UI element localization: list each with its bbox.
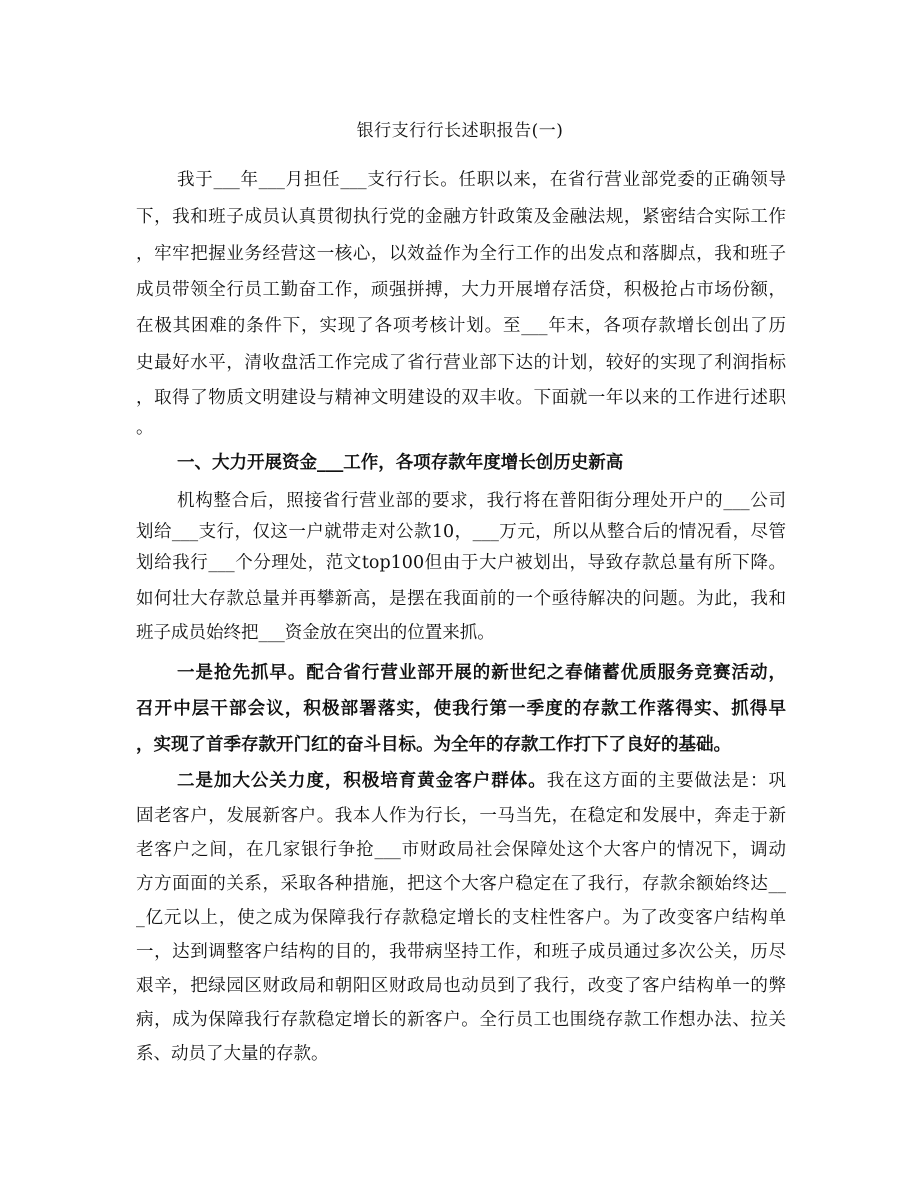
paragraph-4-line-5: _亿元以上，使之成为保障我行存款稳定增长的支柱性客户。为了改变客户结构单 (136, 908, 786, 928)
paragraph-2-line-5: 班子成员始终把___资金放在突出的位置来抓。 (136, 623, 495, 643)
paragraph-1-line-7: ，取得了物质文明建设与精神文明建设的双丰收。下面就一年以来的工作进行述职 (136, 388, 786, 408)
section-heading-1: 一、大力开展资金___工作，各项存款年度增长创历史新高 (177, 453, 624, 473)
paragraph-3-line-2: 召开中层干部会议，积极部署落实，使我行第一季度的存款工作落得实、抓得早 (136, 699, 786, 719)
paragraph-1-line-6: 史最好水平，清收盘活工作完成了省行营业部下达的计划，较好的实现了利润指标 (136, 353, 786, 373)
paragraph-3-line-3: ，实现了首季存款开门红的奋斗目标。为全年的存款工作打下了良好的基础。 (136, 735, 731, 755)
paragraph-1-line-8: 。 (136, 418, 154, 438)
paragraph-2-line-3: 划给我行___个分理处，范文top100但由于大户被划出，导致存款总量有所下降。 (136, 553, 786, 573)
paragraph-4-line-1 (177, 767, 786, 795)
paragraph-4-line-1-rest: 我在这方面的主要做法是：巩 (546, 771, 786, 791)
paragraph-4-line-8: 病，成为保障我行存款稳定增长的新客户。全行员工也围绕存款工作想办法、拉关 (136, 1010, 786, 1030)
paragraph-4-line-6: 一，达到调整客户结构的目的，我带病坚持工作，和班子成员通过多次公关，历尽 (136, 942, 786, 962)
paragraph-4-line-4: 方方面面的关系，采取各种措施，把这个大客户稳定在了我行，存款余额始终达__ (136, 874, 786, 894)
paragraph-4-line-2: 固老客户，发展新客户。我本人作为行长，一马当先，在稳定和发展中，奔走于新 (136, 806, 786, 826)
paragraph-1-line-4: 成员带领全行员工勤奋工作，顽强拼搏，大力开展增存活贷，积极抢占市场份额， (136, 280, 786, 300)
paragraph-1-line-5: 在极其困难的条件下，实现了各项考核计划。至___年末，各项存款增长创出了历 (136, 316, 786, 336)
paragraph-4-line-7: 艰辛，把绿园区财政局和朝阳区财政局也动员到了我行，改变了客户结构单一的弊 (136, 976, 786, 996)
document-title: 银行支行行长述职报告(一) (356, 121, 564, 141)
paragraph-3-line-1: 一是抢先抓早。配合省行营业部开展的新世纪之春储蓄优质服务竞赛活动， (177, 663, 786, 683)
paragraph-1-line-2: 下，我和班子成员认真贯彻执行党的金融方针政策及金融法规，紧密结合实际工作 (136, 207, 786, 227)
paragraph-4-line-9: 系、动员了大量的存款。 (136, 1044, 329, 1064)
paragraph-2-line-1: 机构整合后，照接省行营业部的要求，我行将在普阳街分理处开户的___公司 (177, 491, 786, 511)
paragraph-2-line-2: 划给___支行，仅这一户就带走对公款10，___万元，所以从整合后的情况看，尽管 (136, 522, 786, 542)
paragraph-4-lead: 二是加大公关力度，积极培育黄金客户群体。 (177, 771, 547, 791)
paragraph-1-line-3: ，牢牢把握业务经营这一核心，以效益作为全行工作的出发点和落脚点，我和班子 (136, 244, 786, 264)
paragraph-4-line-3: 老客户之间，在几家银行争抢___市财政局社会保障处这个大客户的情况下，调动 (136, 840, 786, 860)
paragraph-1-line-1: 我于___年___月担任___支行行长。任职以来，在省行营业部党委的正确领导 (177, 170, 786, 190)
paragraph-2-line-4: 如何壮大存款总量并再攀新高，是摆在我面前的一个亟待解决的问题。为此，我和 (136, 589, 786, 609)
